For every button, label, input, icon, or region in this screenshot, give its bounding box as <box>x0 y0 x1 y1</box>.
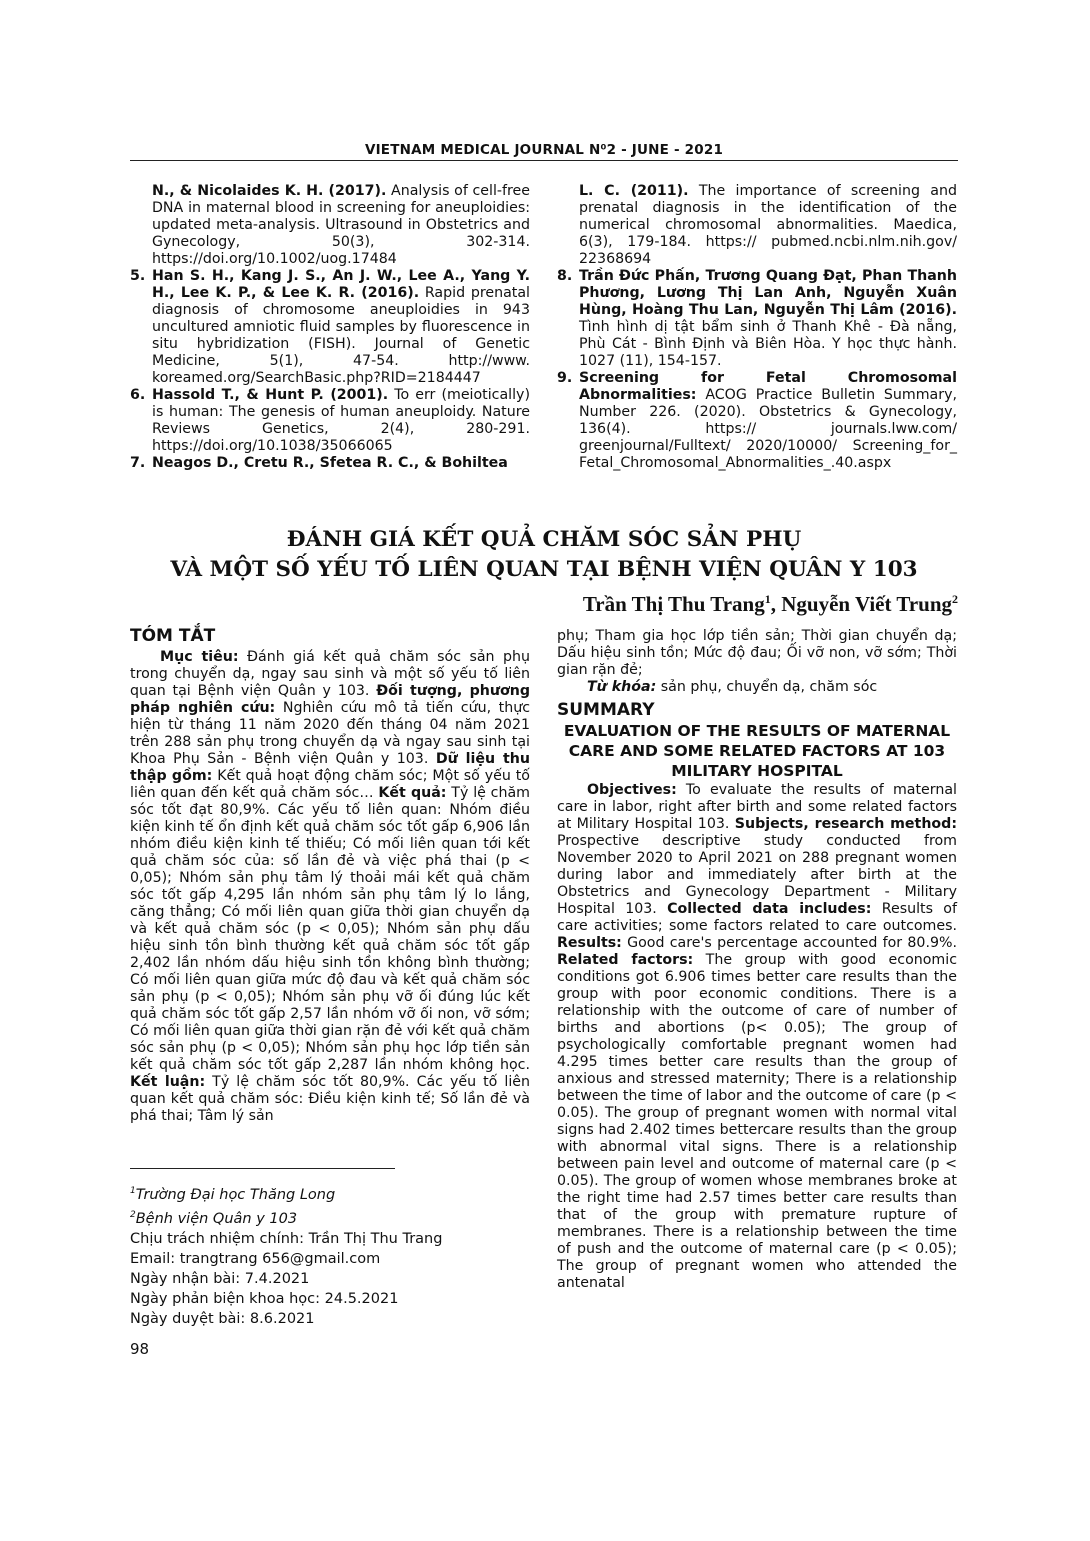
reference-number: 8. <box>557 268 573 284</box>
abstract-text: Nghiên cứu mô tả tiến cứu, thực hiện từ tháng 11 năm 2020 đến tháng 04 năm 2021 trên 288 sản phụ trong chuyển dạ và ngay sau sinh tại Khoa Phụ Sản - Bệnh viện Quân y 103. <box>130 700 531 767</box>
abstract-text: Đánh giá kết quả chăm sóc sản phụ trong chuyển dạ, ngay sau sinh và một số yếu tố liên quan tại Bệnh viện Quân y 103. <box>130 649 530 699</box>
section-label: Mục tiêu: <box>160 649 239 665</box>
affiliation-text: Bệnh viện Quân y 103 <box>135 1210 298 1227</box>
reference-authors: Neagos D., Cretu R., Sfetea R. C., & Bohiltea <box>152 455 508 471</box>
summary-title: EVALUATION OF THE RESULTS OF MATERNAL CARE AND SOME RELATED FACTORS AT 103 MILITARY HOSPITAL <box>563 722 951 780</box>
keywords-text: sản phụ, chuyển dạ, chăm sóc <box>656 679 878 695</box>
abstract-vi <box>130 628 530 1125</box>
reference-number: 7. <box>130 455 146 471</box>
author-affiliation-mark: 1 <box>764 592 771 606</box>
section-label: Kết luận: <box>130 1074 206 1090</box>
affiliation-mark: 1 <box>130 1186 136 1196</box>
footnote-divider <box>130 1168 395 1169</box>
reference-item <box>557 370 957 472</box>
affiliation-text: Trường Đại học Thăng Long <box>135 1186 336 1203</box>
corresponding-author: Chịu trách nhiệm chính: Trần Thị Thu Trang <box>130 1230 443 1247</box>
article-title-line: VÀ MỘT SỐ YẾU TỐ LIÊN QUAN TẠI BỆNH VIỆN QUÂN Y 103 <box>170 557 918 582</box>
section-label: Collected data includes: <box>667 901 872 917</box>
keywords-label: Từ khóa: <box>587 679 657 695</box>
summary-text: To evaluate the results of maternal care in labor, right after birth and some related factors at Military Hospital 103. <box>557 782 957 832</box>
author-separator: , <box>770 592 782 616</box>
reference-item <box>557 268 957 370</box>
section-label: Subjects, research method: <box>734 816 958 832</box>
reference-authors: Screening for Fetal Chromosomal Abnormalities: <box>579 370 957 403</box>
section-label: Dữ liệu thu thập gồm: <box>130 751 530 784</box>
reference-number: 6. <box>130 387 146 403</box>
reference-number: 5. <box>130 268 146 284</box>
date-reviewed: Ngày phản biện khoa học: 24.5.2021 <box>130 1290 399 1307</box>
footnotes <box>130 1181 442 1329</box>
references-right <box>557 183 957 472</box>
reference-number <box>130 183 152 268</box>
section-label: Objectives: <box>587 782 677 798</box>
references-left <box>130 183 530 472</box>
reference-item <box>130 387 530 455</box>
reference-text: Analysis of cell-free DNA in maternal blood in screening for aneuploidies: updated meta-analysis. Ultrasound in Obstetrics and Gynecology, 50(3), 302-314. https://doi.org/10.1002/uog.17484 <box>152 183 530 267</box>
section-label: Kết quả: <box>378 785 447 801</box>
abstract-text: Kết quả hoạt động chăm sóc; Một số yếu tố liên quan đến kết quả chăm sóc… <box>130 768 530 801</box>
summary-text: Results of care activities; some factors related to care outcomes. <box>557 901 957 934</box>
summary-text: The group with good economic conditions got 6.906 times better care results than the group with poor economic conditions. There is a relationship with the outcome of care of number of births and abortions (p< 0.05); The group of psychologically comfortable pregnant women had 4.295 times better care results than the group of anxious and stressed maternity; There is a relationship between the time of labor and the outcome of care (p < 0.05). The group of pregnant women with normal vital signs had 2.402 times bettercare results than the group with abnormal vital signs. There is a relationship between pain level and outcome of maternal care (p < 0.05). The group of women whose membranes broke at the right time had 2.57 times better care results than that of the group with premature rupture of membranes. There is a relationship between the time of push and the outcome of maternal care (p < 0.05); The group of pregnant women who attended the antenatal <box>557 952 957 1291</box>
reference-item <box>557 183 957 268</box>
reference-authors: L. C. (2011). <box>579 183 689 199</box>
reference-authors: N., & Nicolaides K. H. (2017). <box>152 183 387 199</box>
abstract-text: Tỷ lệ chăm sóc tốt 80,9%. Các yếu tố liên quan kết quả chăm sóc: Điều kiện kinh tế; Số lần đẻ và phá thai; Tâm lý sản <box>130 1074 530 1124</box>
author-name: Nguyễn Viết Trung <box>781 592 952 616</box>
section-label: Related factors: <box>557 952 694 968</box>
date-approved: Ngày duyệt bài: 8.6.2021 <box>130 1310 315 1327</box>
journal-header: VIETNAM MEDICAL JOURNAL N⁰2 - JUNE - 2021 <box>364 142 724 158</box>
author-affiliation-mark: 2 <box>952 592 958 606</box>
reference-authors: Han S. H., Kang J. S., An J. W., Lee A., Yang Y. H., Lee K. P., & Lee K. R. (2016). <box>152 268 530 301</box>
reference-authors: Trần Đức Phấn, Trương Quang Đạt, Phan Thanh Phương, Lương Thị Lan Anh, Nguyễn Xuân Hùng, Hoàng Thu Lan, Nguyễn Thị Lâm (2016). <box>579 268 957 318</box>
author-name: Trần Thị Thu Trang <box>582 592 765 616</box>
right-column <box>557 628 957 1292</box>
reference-number <box>557 183 579 268</box>
reference-text: The importance of screening and prenatal diagnosis in the identification of the numerical chromosomal abnormalities. Maedica, 6(3), 179-184. https:// pubmed.ncbi.nlm.nih.gov/ 22368694 <box>579 183 957 267</box>
reference-number: 9. <box>557 370 573 386</box>
date-received: Ngày nhận bài: 7.4.2021 <box>130 1270 310 1287</box>
article-title <box>130 525 958 585</box>
reference-text: Rapid prenatal diagnosis of chromosome aneuploidies in 943 uncultured amniotic fluid samples by fluorescence in situ hybridization (FISH). Journal of Genetic Medicine, 5(1), 47-54. http://www. koreamed.org/SearchBasic.php?RID=2184447 <box>152 285 530 386</box>
article-title-line: ĐÁNH GIÁ KẾT QUẢ CHĂM SÓC SẢN PHỤ <box>286 527 802 552</box>
summary-heading: SUMMARY <box>557 700 655 720</box>
article-authors <box>583 592 958 617</box>
abstract-paragraph <box>130 649 530 1125</box>
summary-text: Prospective descriptive study conducted from November 2020 to April 2021 on 288 pregnant women during labor and immediately after birth at the Obstetrics and Gynecology Department - Military Hospital 103. <box>557 833 957 917</box>
reference-text: Tình hình dị tật bẩm sinh ở Thanh Khê - Đà nẵng, Phù Cát - Bình Định và Biên Hòa. Y học thực hành. 1027 (11), 154-157. <box>579 319 957 369</box>
summary-text: Good care's percentage accounted for 80.9%. <box>621 935 957 951</box>
reference-text: ACOG Practice Bulletin Summary, Number 226. (2020). Obstetrics & Gynecology, 136(4). https:// journals.lww.com/ greenjournal/Fulltext/ 2020/10000/ Screening_for_ Fetal_Chromosomal_Abnormalities_.40.aspx <box>579 387 957 471</box>
reference-item <box>130 268 530 387</box>
affiliation-1 <box>130 1181 442 1205</box>
section-label: Results: <box>557 935 622 951</box>
abstract-continuation: phụ; Tham gia học lớp tiền sản; Thời gian chuyển dạ; Dấu hiệu sinh tồn; Mức độ đau; Ối vỡ non, vỡ sớm; Thời gian rặn đẻ; <box>557 628 957 678</box>
contact-email: Email: trangtrang 656@gmail.com <box>130 1250 381 1267</box>
section-label: Đối tượng, phương pháp nghiên cứu: <box>130 683 530 716</box>
reference-item <box>130 183 530 268</box>
reference-text: To err (meiotically) is human: The genesis of human aneuploidy. Nature Reviews Genetics, 2(4), 280-291. https://doi.org/10.1038/35066065 <box>152 387 530 454</box>
reference-item <box>130 455 530 472</box>
page-number: 98 <box>130 1340 150 1358</box>
affiliation-2 <box>130 1205 442 1229</box>
affiliation-mark: 2 <box>130 1209 136 1220</box>
header-divider <box>130 160 958 161</box>
summary-paragraph <box>557 782 957 1292</box>
keywords <box>557 679 957 696</box>
reference-authors: Hassold T., & Hunt P. (2001). <box>152 387 389 403</box>
abstract-heading: TÓM TẮT <box>130 626 216 646</box>
abstract-text: Tỷ lệ chăm sóc tốt đạt 80,9%. Các yếu tố liên quan: Nhóm điều kiện kinh tế ổn định kết quả chăm sóc tốt gấp 6,906 lần nhóm điều kiện kinh tế thiếu; Có mối liên quan tới kết quả chăm sóc của: số lần đẻ và việc phá thai (p < 0,05); Nhóm sản phụ tâm lý thoải mái kết quả chăm sóc tốt gấp 4,295 lần nhóm sản phụ tâm lý lo lắng, căng thẳng; Có mối liên quan giữa thời gian chuyển dạ và kết quả chăm sóc (p < 0,05); Nhóm sản phụ dấu hiệu sinh tồn bình thường kết quả chăm sóc tốt gấp 2,402 lần nhóm dấu hiệu sinh tồn không bình thường; Có mối liên quan giữa mức độ đau và kết quả chăm sóc sản phụ (p < 0,05); Nhóm sản phụ vỡ ối đúng lúc kết quả chăm sóc tốt gấp 2,57 lần nhóm vỡ ối non, vỡ sớm; Có mối liên quan giữa thời gian rặn đẻ với kết quả chăm sóc sản phụ (p < 0,05); Nhóm sản phụ học lớp tiền sản kết quả chăm sóc tốt gấp 2,287 lần nhóm không học. <box>130 785 530 1073</box>
